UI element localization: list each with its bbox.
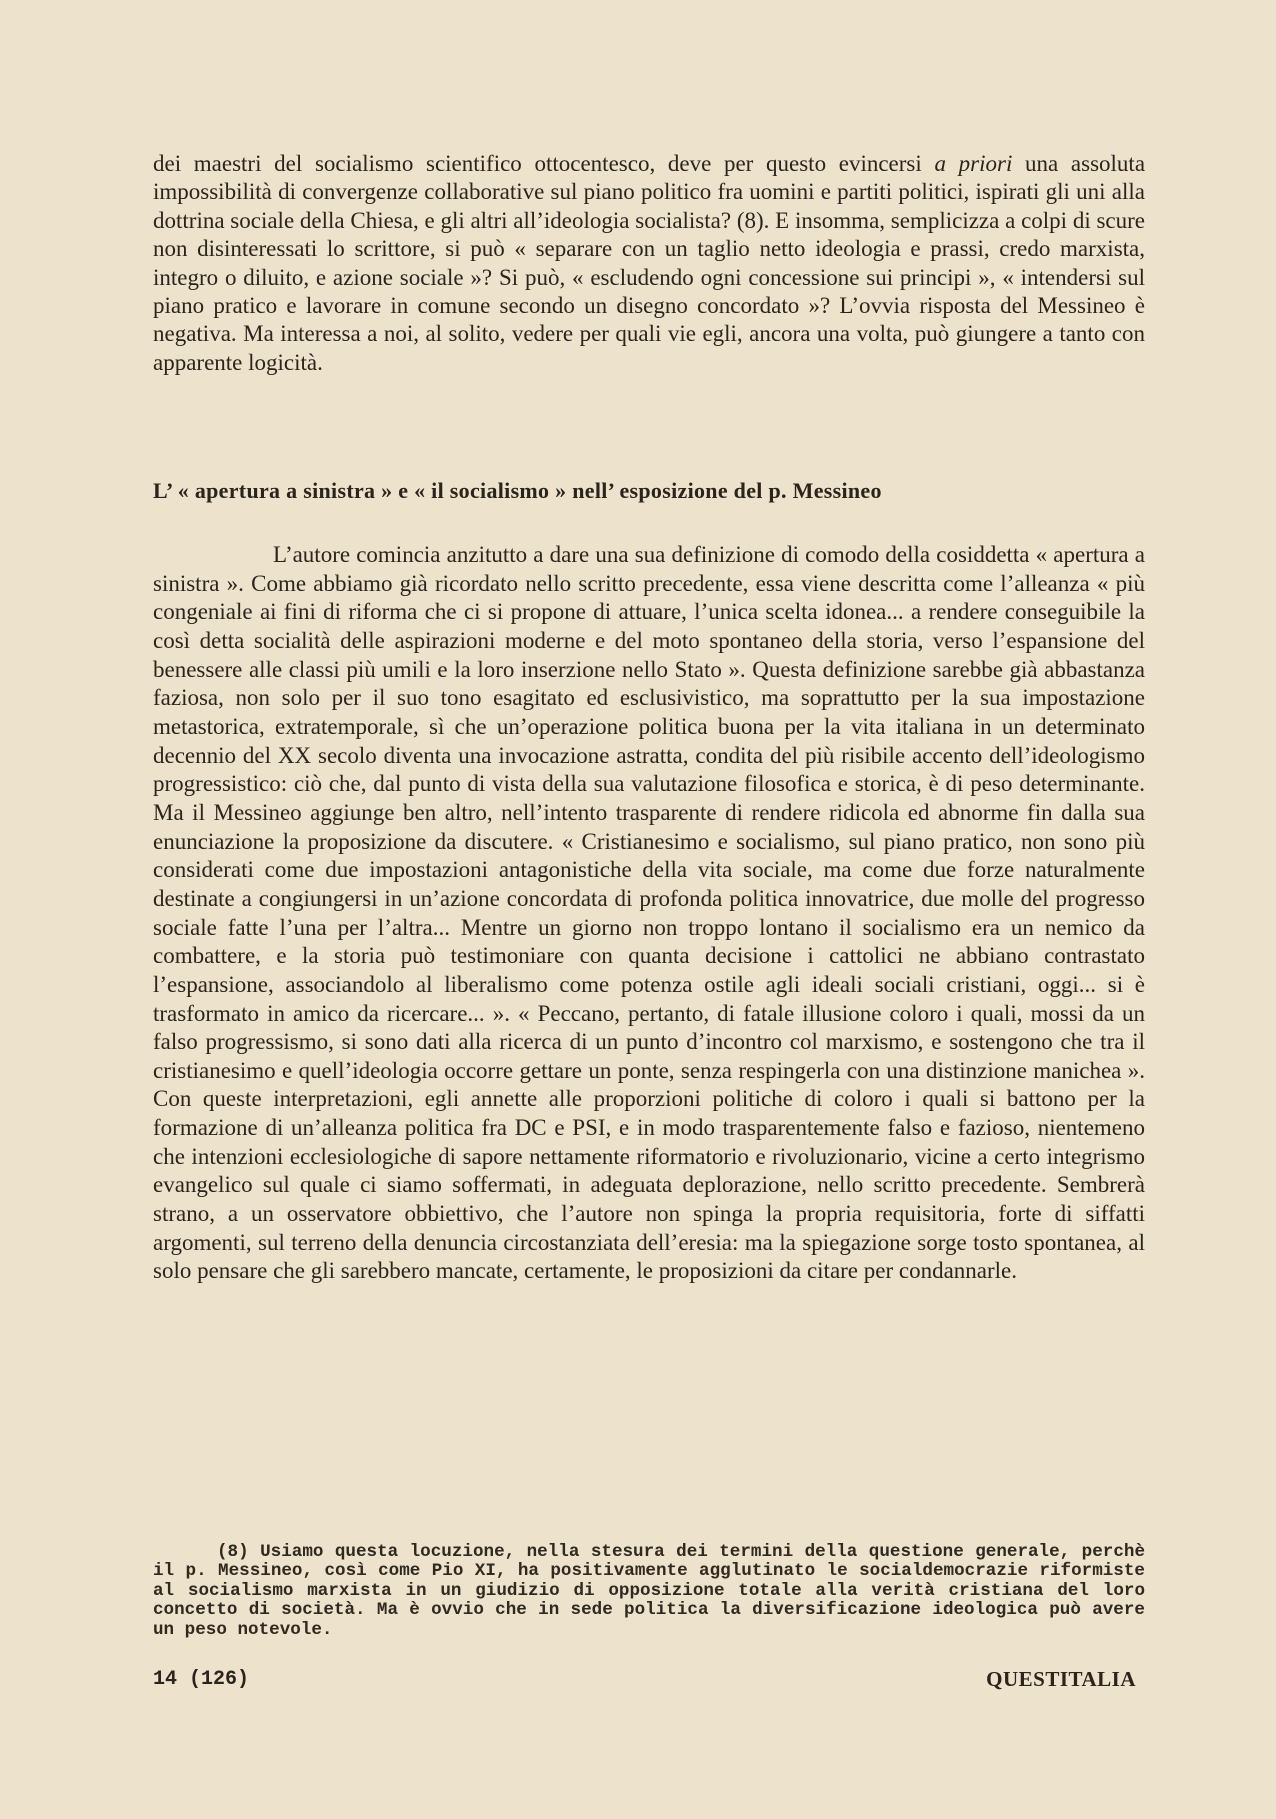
page-number: 14 (126) — [153, 1668, 250, 1691]
body-paragraph-main: L’autore comincia anzitutto a dare una sua definizione di comodo della cosiddetta « apertura a sinistra ». Come abbiamo già ricordato nello scritto precedente, essa viene descritta come l’alleanza « più congeniale ai fini di riforma che ci si propone di attuare, l’unica scelta idonea... a rendere conseguibile la così detta socialità delle aspirazioni moderne e del moto spontaneo della storia, verso l’espansione del benessere alle classi più umili e la loro inserzione nello Stato ». Questa definizione sarebbe già abbastanza faziosa, non solo per il suo tono esagitato ed esclusivistico, ma soprattutto per la sua impostazione metastorica, extratemporale, sì che un’operazione politica buona per la vita italiana in un determinato decennio del XX secolo diventa una invocazione astratta, condita del più risibile accento dell’ideologismo progressistico: ciò che, dal punto di vista della sua valutazione filosofica e storica, è di peso determinante. Ma il Messineo aggiunge ben altro, nell’intento trasparente di rendere ridicola ed abnorme fin dalla sua enunciazione la proposizione da discutere. « Cristianesimo e socialismo, sul piano pratico, non sono più considerati come due impostazioni antagonistiche della vita sociale, ma come due forze naturalmente destinate a congiungersi in un’azione concordata di profonda politica innovatrice, due molle del progresso sociale fatte l’una per l’altra... Mentre un giorno non troppo lontano il socialismo era un nemico da combattere, e la storia può testimoniare con quanta decisione i cattolici ne abbiano contrastato l’espansione, associandolo al liberalismo come potenza ostile agli ideali sociali cristiani, oggi... si è trasformato in amico da ricercare... ». « Peccano, pertanto, di fatale illusione coloro i quali, mossi da un falso progressismo, si sono dati alla ricerca di un punto d’incontro col marxismo, e sostengono che tra il cristianesimo e quell’ideologia occorre gettare un ponte, senza respingerla con una distinzione manichea ». Con queste interpretazioni, egli annette alle proporzioni politiche di coloro i quali si battono per la formazione di un’alleanza politica fra DC e PSI, e in modo trasparentemente falso e fazioso, nientemeno che intenzioni ecclesiologiche di sapore nettamente riformatorio e rivoluzionario, vicine a certo integrismo evangelico sul quale ci siamo soffermati, in adeguata deplorazione, nello scritto precedente. Sembrerà strano, a un osservatore obbiettivo, che l’autore non spinga la propria requisitoria, forte di siffatti argomenti, sul terreno della denuncia circostanziata dell’eresia: ma la spiegazione sorge tosto spontanea, al solo pensare che gli sarebbero mancate, certamente, le proposizioni da citare per condannarle. — [153, 542, 1145, 1284]
paragraph-1-text-a: dei maestri del socialismo scientifico ottocentesco, deve per questo evincersi — [153, 151, 922, 176]
footnote-8: (8) Usiamo questa locuzione, nella stesura dei termini della questione generale, perchè il p. Messineo, così come Pio XI, ha positivamente agglutinato le socialdemocrazie riformiste al socialismo marxista in un giudizio di opposizione totale alla verità cristiana del loro concetto di società. Ma è ovvio che in sede politica la diversificazione ideologica può avere un peso notevole. — [153, 1542, 1145, 1640]
paragraph-1-text-b: una assoluta impossibilità di convergenze collaborative sul piano politico fra uomini e partiti politici, ispirati gli uni alla dottrina sociale della Chiesa, e gli altri all’ideologia socialista? (8). E insomma, semplicizza a colpi di scure non disinteressati lo scrittore, si può « separare con un taglio netto ideologia e prassi, credo marxista, integro o diluito, e azione sociale »? Si può, « escludendo ogni concessione sui principi », « intendersi sul piano pratico e lavorare in comune secondo un disegno concordato »? L’ovvia risposta del Messineo è negativa. Ma interessa a noi, al solito, vedere per quali vie egli, ancora una volta, può giungere a tanto con apparente logicità. — [153, 151, 1146, 375]
paragraph-1-italic-term: a priori — [934, 151, 1013, 176]
journal-name: QUESTITALIA — [986, 1667, 1136, 1691]
body-paragraph-continued — [153, 150, 1145, 377]
section-heading: L’ « apertura a sinistra » e « il socialismo » nell’ esposizione del p. Messineo — [153, 478, 882, 503]
